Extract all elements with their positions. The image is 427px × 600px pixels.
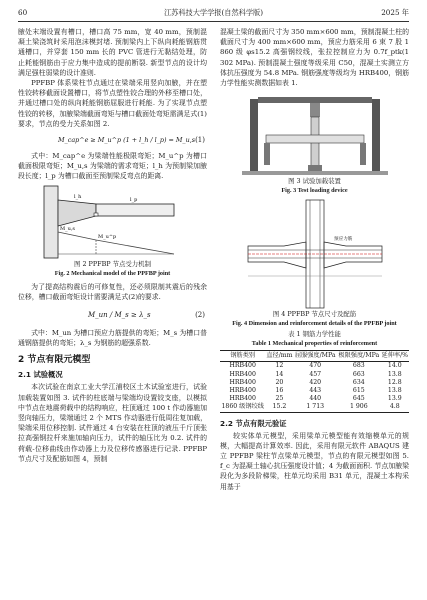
table-cell: 645 — [352, 395, 365, 403]
equation-2-text: M_un / M_s ≥ λ_s — [88, 310, 151, 319]
table-cell: 4.8 — [381, 403, 409, 412]
figure-caption-cn: 图 4 PPFBP 节点尺寸及配筋 — [272, 310, 357, 319]
mts-actuator-left — [264, 143, 270, 165]
table-cell: 20 — [275, 378, 284, 386]
specimen-beam — [266, 135, 364, 143]
subsection-heading: 2.1 试验概况 — [18, 370, 63, 380]
reaction-wall — [250, 99, 258, 171]
subsection-heading: 2.2 节点有限元验证 — [220, 418, 287, 428]
figure-label: M_u^p — [97, 233, 116, 240]
paragraph: 腋处末端设置有槽口，槽口高 75 mm，宽 40 mm，预制混凝土梁浇筑时采用泡沫模封堵. 预制梁内上下纵向耗能钢筋贯通槽口，并穿套 150 mm 长的 PVC 管进行无黏结处理，防止耗能钢筋由于应力集中造成的提前断裂. 新型节点的设计均满足强柱弱梁的设计准则. — [18, 28, 207, 77]
reaction-frame-beam — [258, 97, 372, 103]
reaction-wall — [372, 99, 380, 171]
table-cell: 440 — [309, 395, 322, 403]
table-cell: 16 — [275, 387, 284, 395]
figure-label: 预应力筋 — [333, 237, 352, 243]
equation-text — [58, 135, 195, 145]
running-header — [18, 8, 409, 20]
table-cell: HRB400 — [229, 395, 256, 403]
figure-caption-cn: 图 2 PPFBP 节点受力机制 — [74, 259, 151, 268]
equation-2 — [18, 304, 207, 326]
table-header-cell: 屈服强度/MPa — [293, 351, 337, 362]
paragraph: 本次试验在南京工业大学江浦校区土木试验室进行，试验加载装置如图 3. 试件的柱底端与梁端均设置铰支座，以模拟中节点在地震荷载中的结构响应，柱顶通过 100 t 作动器施加竖向轴压力，梁端通过 2 个 MTS 作动器进行低周往复加载，梁端采用位移控制. 试件通过 4 台安装在柱顶的液压千斤顶张拉高强钢拉杆来施加轴向压力，试件的轴压比为 0.2. 试件的荷载-位移曲线由作动器上力及位移传感器进行记录. PPFBP 节点尺寸及配筋如图 4，预制 — [18, 383, 207, 463]
header-rule — [18, 21, 409, 22]
paragraph: 式中：M_un 为槽口预应力筋提供的弯矩；M_s 为槽口普通钢筋提供的弯矩；λ_s 为钢筋的超强系数. — [18, 329, 207, 348]
equation-number: (1) — [195, 135, 205, 144]
table-header-cell: 钢筋类别 — [220, 351, 265, 362]
table-cell: 13.8 — [387, 387, 402, 395]
equation-1 — [18, 131, 207, 149]
figure-4-dimension-reinforcement — [240, 198, 390, 310]
figure-caption-en: Fig. 2 Mechanical model of the PPFBP joint — [54, 269, 171, 277]
paragraph: 为了提高结构震后的可修复性，还必须限制其震后的残余位移，槽口截面弯矩设计需要满足式(2)的要求. — [18, 282, 207, 301]
table-cell: 15.2 — [265, 403, 293, 412]
table-title-cn: 表 1 钢筋力学性能 — [288, 330, 341, 339]
table-cell: 13.8 — [387, 370, 402, 378]
table-cell: 615 — [352, 387, 365, 395]
table-cell: 663 — [352, 370, 365, 378]
left-column — [18, 27, 207, 464]
haunched-beam-shape — [58, 200, 96, 226]
table-cell: HRB400 — [229, 387, 256, 395]
figure-2-mechanical-model — [38, 182, 188, 260]
table-cell: 13.9 — [387, 395, 402, 403]
table-cell: 1 713 — [293, 403, 337, 412]
table-cell: 14.0 — [387, 362, 402, 370]
table-cell: HRB400 — [229, 370, 256, 378]
table-header-cell: 直径/mm — [265, 351, 293, 362]
table-cell: 634 — [352, 378, 365, 386]
right-column — [220, 27, 409, 492]
table-cell: 1 906 — [337, 403, 381, 412]
table-header-cell: 极限强度/MPa — [337, 351, 381, 362]
journal-title: 江苏科技大学学报(自然科学版) — [163, 8, 264, 17]
hinge-support — [308, 165, 322, 171]
table-cell: 14 — [275, 370, 284, 378]
figure-caption-en: Fig. 3 Test loading device — [281, 187, 348, 195]
figure-caption-en: Fig. 4 Dimension and reinforcement details of the PPFBP joint — [232, 320, 397, 328]
table-cell: HRB400 — [229, 378, 256, 386]
table-cell: 443 — [309, 387, 322, 395]
section-heading: 2 节点有限元模型 — [18, 355, 91, 366]
table-row — [220, 379, 409, 387]
strong-floor — [242, 171, 388, 175]
beam-right-outline — [324, 242, 382, 268]
precast-beam-shape — [96, 204, 174, 216]
paragraph: 混凝土梁的截面尺寸为 350 mm×600 mm，预制混凝土柱的截面尺寸为 400 mm×600 mm，预应力筋采用 6 束 7 股 1 860 级 φs15.2 高强钢绞线，张拉控制应力为 0.7f_ptk(1 302 MPa). 预制混凝土强度等级采用 C50，混凝土实测立方体抗压强度为 54.8 MPa. 钢筋强度等级均为 HRB400，钢筋力学性能实测数据如表 1. — [220, 28, 409, 88]
page-number: 60 — [18, 8, 28, 17]
table-cell: 12 — [275, 362, 284, 370]
reinforcement-properties-table — [220, 350, 409, 412]
figure-label: l_h — [73, 193, 81, 200]
table-row — [220, 387, 409, 395]
table-header-row — [220, 351, 409, 362]
table-cell: HRB400 — [229, 362, 256, 370]
table-row — [220, 403, 409, 412]
table-cell: 420 — [309, 378, 322, 386]
table-row — [220, 371, 409, 379]
vertical-actuator — [310, 103, 320, 117]
paragraph: 较实体单元模型，采用梁单元模型能有效缩模单元的规模，大幅提高计算效率. 因此，采用有限元软件 ABAQUS 建立 PPFBP 梁柱节点梁单元模型，节点的有限元模型如图 5. f_c 为混凝土轴心抗压强度设计值；4 为截面面积. 节点加腋梁段化为多段阶梯梁，柱单元均采用 B31 单元，混凝土本构采用基于 — [220, 431, 409, 491]
figure-3-test-loading-device — [240, 91, 390, 177]
table-cell: 12.8 — [387, 378, 402, 386]
table-title-en: Table 1 Mechanical properties of reinforcement — [251, 340, 378, 348]
figure-label: l_p — [129, 196, 137, 203]
mts-actuator-right — [360, 143, 366, 165]
beam-left-outline — [248, 242, 306, 268]
table-cell: 457 — [309, 370, 322, 378]
table-cell: 470 — [309, 362, 322, 370]
equation-1-text: M_cap^e ≥ M_u^p (1 + l_h / l_p) = M_u,s — [58, 135, 196, 144]
table-cell: 25 — [275, 395, 284, 403]
column-shape — [44, 186, 58, 258]
paragraph: 式中：M_cap^e 为梁端性能极限弯矩；M_u^p 为槽口截面极限弯矩；M_u,s 为梁端的需求弯矩；l_h 为预制梁加腋段长度；l_p 为槽口截面至预制梁反弯点的距离. — [18, 152, 207, 181]
figure-caption-cn: 图 3 试验加载装置 — [288, 177, 341, 186]
figure-label: M_u,s — [59, 225, 75, 232]
table-cell: 1860 级钢绞线 — [221, 403, 264, 411]
table-header-cell: 延伸率/% — [381, 351, 409, 362]
slot-shape — [94, 213, 98, 216]
equation-number: (2) — [195, 310, 205, 319]
table-cell: 683 — [352, 362, 365, 370]
paragraph: PPFBP 体系梁柱节点通过在梁端采用竖向加腋，并在塑性铰转移截面设置槽口，将节点塑性铰合理的外移至槽口处，并通过槽口处的纵向耗能钢筋屈服进行耗能. 为了实现节点塑性铰的转移，加腋梁端截面弯矩与槽口截面处弯矩需满足式(1)要求，节点的受力关系如图 2. — [18, 79, 207, 128]
journal-year: 2025 年 — [381, 8, 409, 17]
table-row — [220, 362, 409, 371]
